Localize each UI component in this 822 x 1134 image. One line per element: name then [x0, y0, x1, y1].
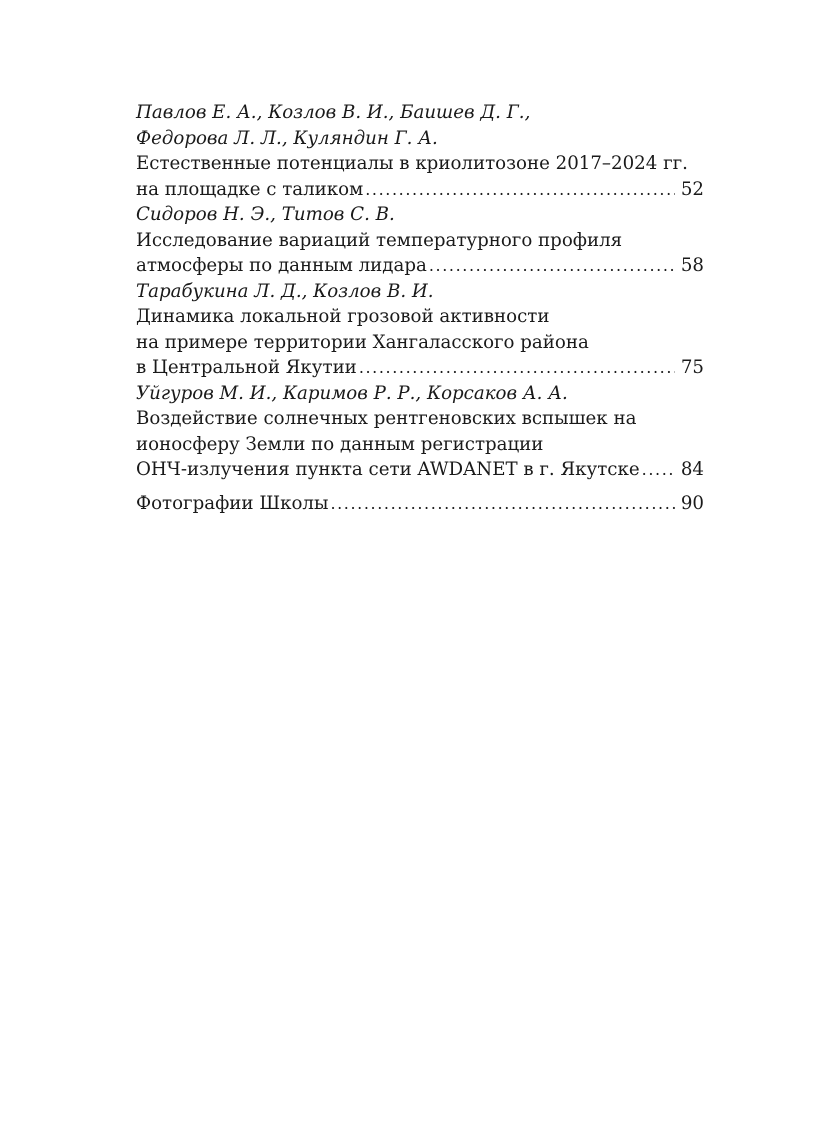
page-number: 52 [680, 178, 704, 200]
dot-leader [359, 355, 675, 373]
toc-entry-photos [136, 491, 704, 517]
dot-leader [642, 457, 675, 475]
entry-title: Исследование вариаций температурного профиля [136, 229, 623, 251]
page-number: 90 [680, 492, 704, 514]
dot-leader [365, 177, 675, 195]
toc-entry [136, 100, 704, 202]
entry-title: в Центральной Якутии [136, 357, 357, 378]
entry-leader-line [136, 457, 704, 483]
entry-authors: Уйгуров М. И., Каримов Р. Р., Корсаков А. А. [136, 382, 568, 404]
entry-authors: Павлов Е. А., Козлов В. И., Баишев Д. Г., [136, 102, 531, 123]
entry-title: Воздействие солнечных рентгеновских вспышек на [136, 408, 637, 429]
entry-title: атмосферы по данным лидара [136, 255, 427, 276]
toc-entry [136, 279, 704, 381]
dot-leader [429, 253, 675, 271]
toc-entry [136, 381, 704, 483]
entry-title: Естественные потенциалы в криолитозоне 2017–2024 гг. [136, 153, 688, 174]
entry-title: ОНЧ-излучения пункта сети AWDANET в г. Якутске [136, 459, 640, 480]
page-number: 58 [680, 255, 704, 276]
toc-entry [136, 202, 704, 279]
entry-leader-line [136, 177, 704, 203]
spacer [136, 483, 704, 491]
entry-title: на площадке с таликом [136, 178, 364, 200]
entry-leader-line [136, 253, 704, 279]
entry-authors: Тарабукина Л. Д., Козлов В. И. [136, 280, 434, 302]
entry-title: Фотографии Школы [136, 492, 329, 514]
page-number: 84 [680, 459, 704, 480]
entry-title: Динамика локальной грозовой активности [136, 306, 550, 327]
dot-leader [330, 491, 674, 509]
entry-title: на примере территории Хангаласского района [136, 331, 589, 353]
entry-leader-line [136, 491, 704, 517]
entry-authors: Сидоров Н. Э., Титов С. В. [136, 204, 395, 225]
page-number: 75 [680, 357, 704, 378]
entry-authors: Федорова Л. Л., Куляндин Г. А. [136, 127, 438, 149]
entry-title: ионосферу Земли по данным регистрации [136, 433, 544, 455]
entry-leader-line [136, 355, 704, 381]
table-of-contents [136, 100, 704, 516]
